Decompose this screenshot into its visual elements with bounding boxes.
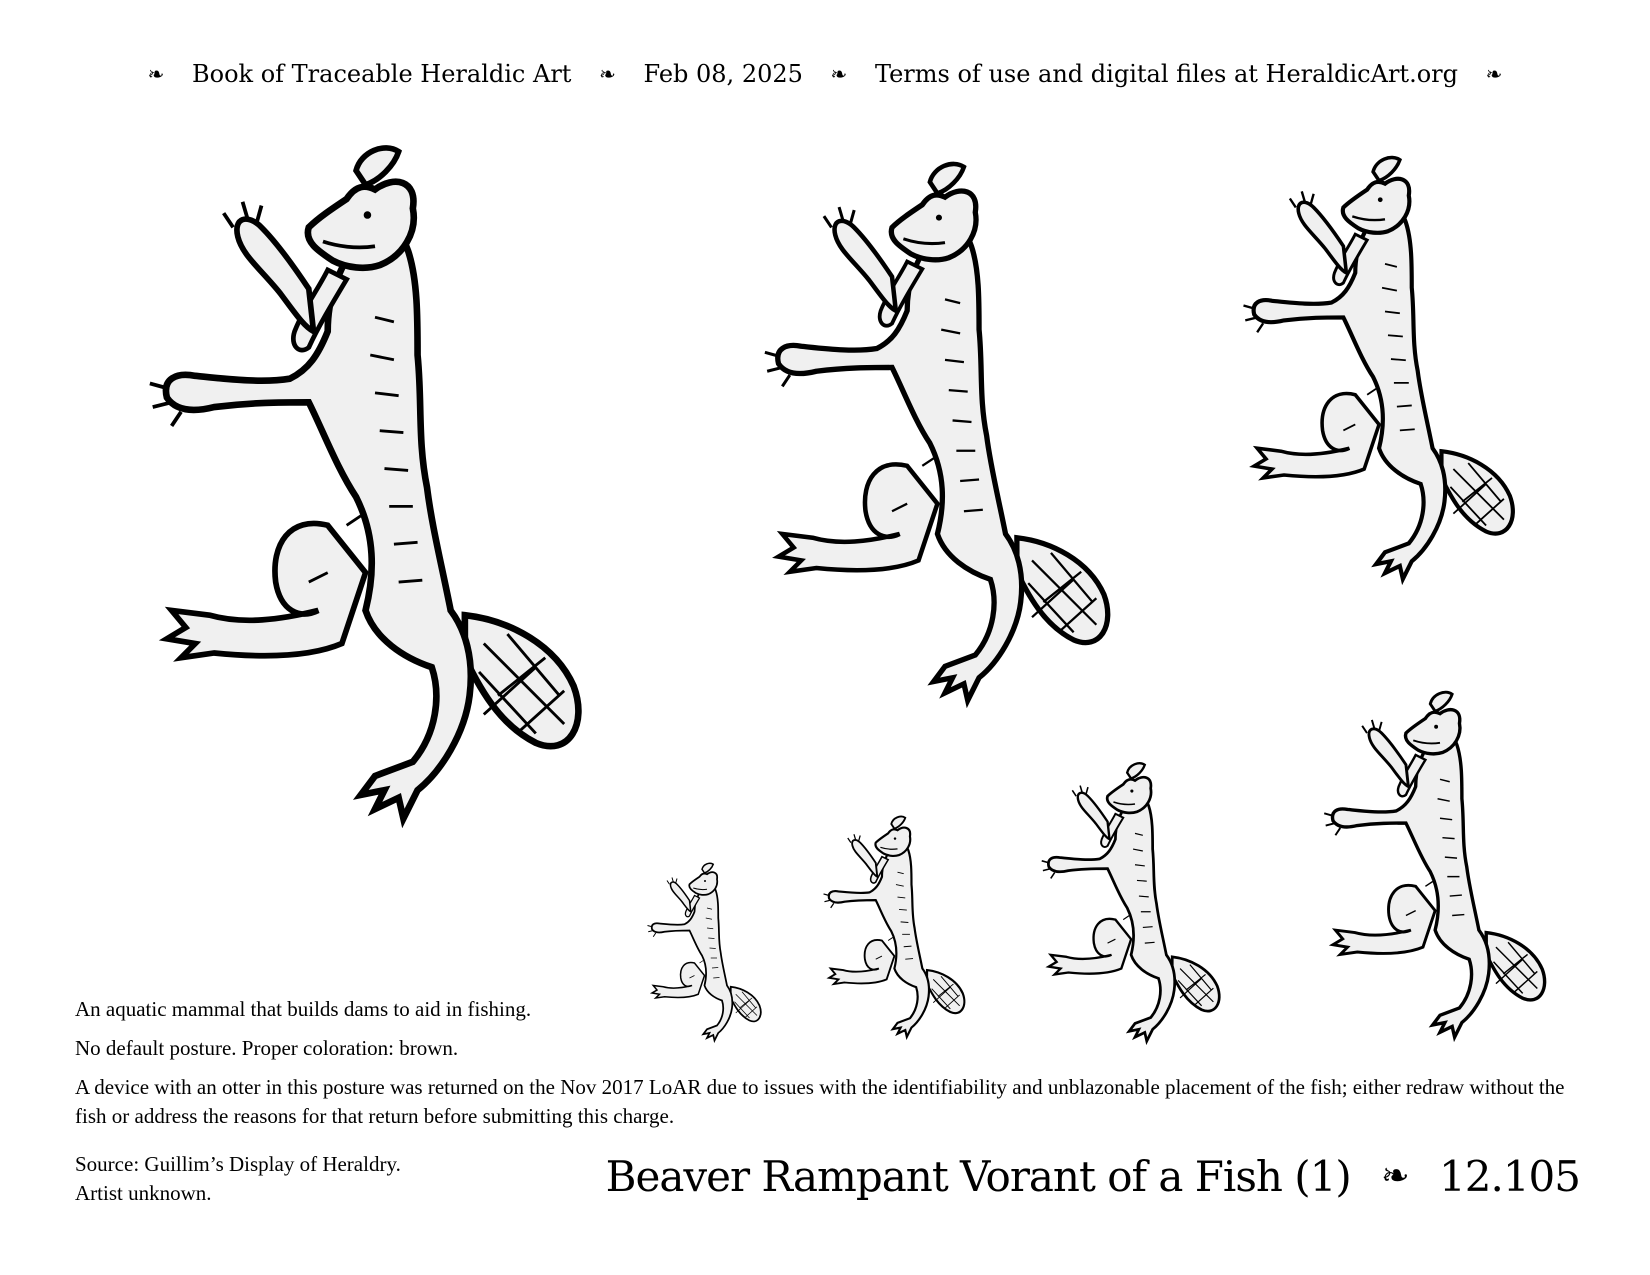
beaver-illustration-small: [1285, 682, 1595, 1042]
ornament-icon: ❧: [830, 61, 848, 86]
artist-line: Artist unknown.: [75, 1181, 212, 1205]
plate-title: [606, 1148, 1580, 1201]
source-line: Source: Guillim’s Display of Heraldry.: [75, 1152, 401, 1176]
ornament-icon: ❧: [147, 61, 165, 86]
terms-link[interactable]: Terms of use and digital files at HeraldicArt.org: [874, 59, 1458, 88]
description-line: A device with an otter in this posture was returned on the Nov 2017 LoAR due to issues with the identifiability and unblazonable placement of the fish; either redraw without the fish or address the reasons for that return before submitting this charge.: [75, 1075, 1565, 1128]
description-line: No default posture. Proper coloration: brown.: [75, 1036, 459, 1060]
description-notes: [75, 995, 1575, 1141]
beaver-illustration-medium-small: [1210, 145, 1560, 585]
ornament-icon: ❧: [599, 61, 616, 86]
page-header: [0, 58, 1650, 88]
ornament-icon: ❧: [1485, 61, 1503, 86]
charge-title: Beaver Rampant Vorant of a Fish (1): [605, 1151, 1351, 1201]
source-credit: [75, 1150, 515, 1208]
plate-number: 12.105: [1439, 1151, 1580, 1201]
description-line: An aquatic mammal that builds dams to aid in fishing.: [75, 997, 532, 1021]
beaver-illustration-medium: [720, 148, 1170, 708]
book-title: Book of Traceable Heraldic Art: [192, 59, 572, 88]
publication-date: Feb 08, 2025: [643, 59, 803, 88]
ornament-icon: ❧: [1381, 1156, 1409, 1196]
beaver-illustration-large: [95, 128, 655, 828]
